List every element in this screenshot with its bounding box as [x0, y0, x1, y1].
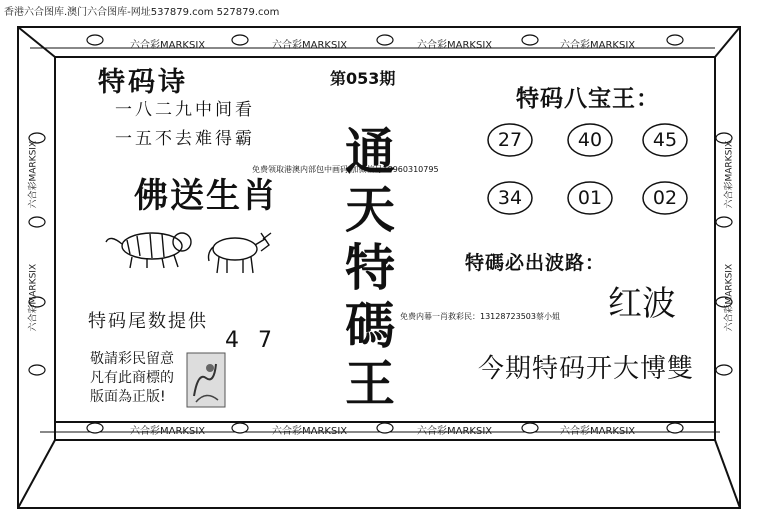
notice-line-3: 版面為正版!: [90, 389, 166, 405]
wave-title: 特碼必出波路：: [465, 252, 606, 274]
watermark-right-1: 六合彩MARKSIX: [724, 140, 735, 209]
watermark-bottom-4: 六合彩MARKSIX: [560, 426, 636, 437]
treasure-number-4: 34: [497, 187, 523, 209]
watermark-left-2: 六合彩MARKSIX: [28, 263, 39, 332]
treasure-number-5: 01: [577, 187, 603, 209]
watermark-top-1: 六合彩MARKSIX: [130, 40, 206, 51]
trademark-stamp-icon: [186, 352, 226, 408]
poem-line-1: 一八二九中间看: [115, 100, 255, 120]
notice-block: [90, 350, 174, 407]
center-title-char-1: 通: [345, 122, 395, 181]
center-title-char-4: 碼: [345, 296, 395, 355]
treasure-number-6: 02: [652, 187, 678, 209]
watermark-top-4: 六合彩MARKSIX: [560, 40, 636, 51]
poem-title: 特码诗: [98, 67, 188, 98]
center-title-char-2: 天: [345, 180, 395, 239]
gift-zodiac-text: 佛送生肖: [134, 176, 278, 216]
wave-value: 红波: [608, 284, 676, 324]
notice-line-1: 敬請彩民留意: [90, 351, 174, 367]
ad-line-2: 免费内幕一肖救彩民：13128723503蔡小姐: [400, 312, 560, 321]
watermark-bottom-3: 六合彩MARKSIX: [417, 426, 493, 437]
treasure-number-2: 40: [577, 129, 603, 151]
issue-label: 第053期: [330, 69, 396, 88]
watermark-right-2: 六合彩MARKSIX: [724, 263, 735, 332]
watermark-bottom-2: 六合彩MARKSIX: [272, 426, 348, 437]
center-title-char-3: 特: [345, 238, 395, 297]
treasure-number-1: 27: [497, 129, 523, 151]
tail-number-label: 特码尾数提供: [88, 311, 208, 332]
watermark-top-2: 六合彩MARKSIX: [272, 40, 348, 51]
treasure-number-3: 45: [652, 129, 678, 151]
eight-treasures-title: 特码八宝王：: [516, 85, 660, 112]
tail-number-value: 4 7: [225, 328, 278, 353]
center-title-char-5: 王: [345, 354, 395, 413]
ad-line-1: 免费领取港澳内部包中画码 加微信号18960310795: [252, 165, 439, 174]
ox-icon: [205, 227, 275, 277]
watermark-left-1: 六合彩MARKSIX: [28, 140, 39, 209]
watermark-top-3: 六合彩MARKSIX: [417, 40, 493, 51]
tiger-icon: [102, 222, 197, 270]
bottom-note: 今期特码开大博雙: [478, 354, 695, 384]
notice-line-2: 凡有此商標的: [90, 370, 174, 386]
watermark-bottom-1: 六合彩MARKSIX: [130, 426, 206, 437]
poem-line-2: 一五不去难得霸: [115, 129, 255, 149]
header-url-line: 香港六合图库.澳门六合图库-网址537879.com 527879.com: [4, 7, 280, 18]
